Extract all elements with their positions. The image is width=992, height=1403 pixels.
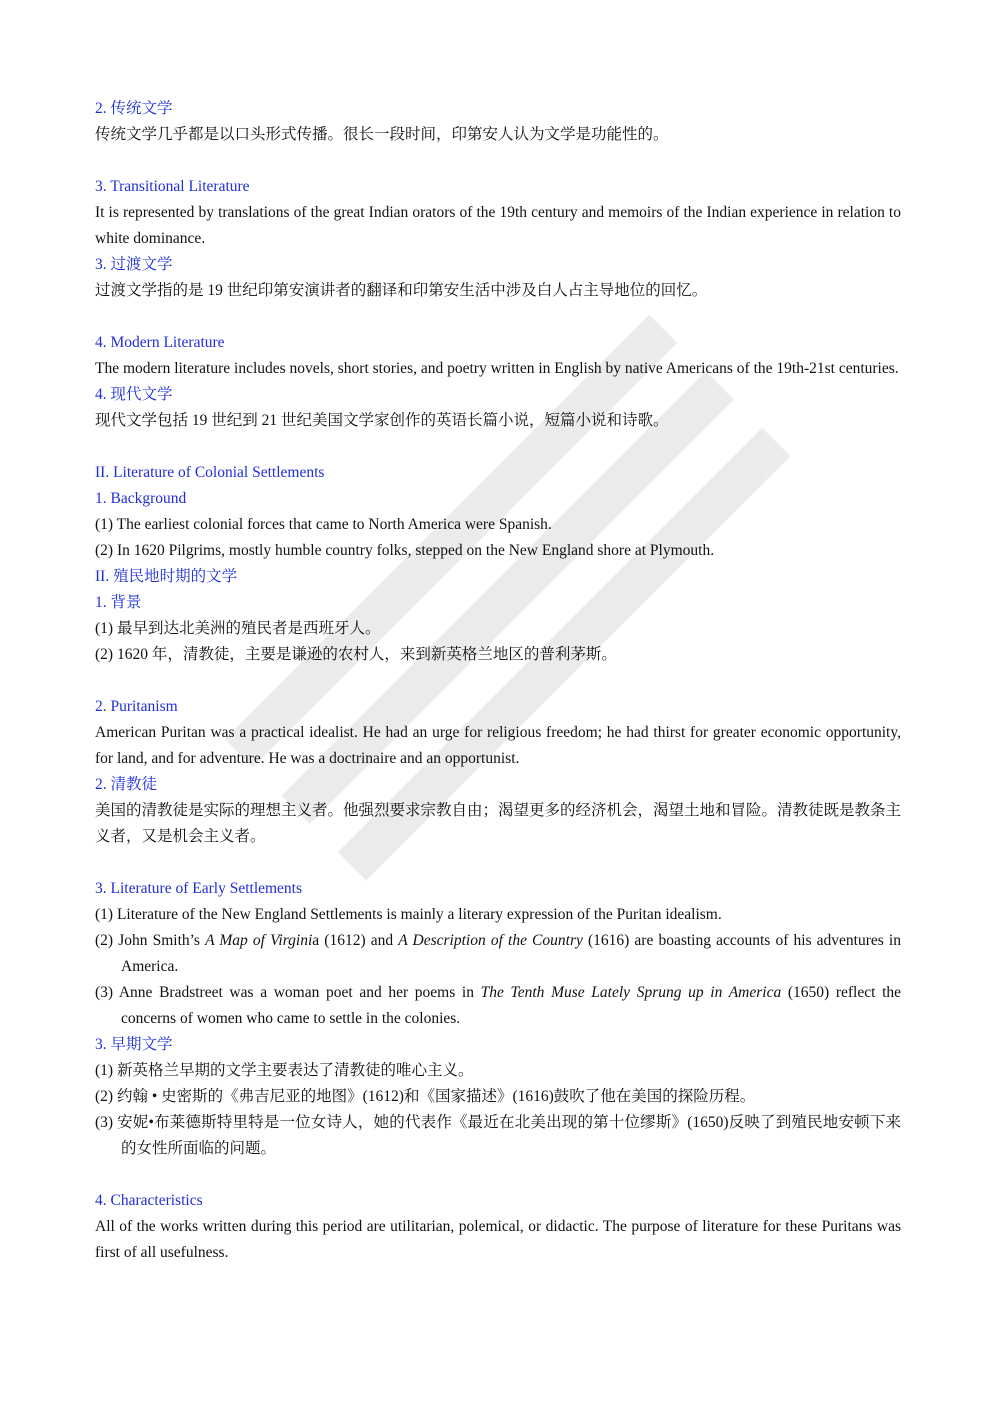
list-item: (1) 新英格兰早期的文学主要表达了清教徒的唯心主义。 — [95, 1062, 474, 1079]
list-item: (2) 约翰 • 史密斯的《弗吉尼亚的地图》(1612)和《国家描述》(1616)鼓吹了他在美国的探险历程。 — [95, 1088, 756, 1105]
item-text: a (1612) and — [312, 932, 399, 949]
list-item — [95, 980, 901, 1032]
subheading-background: 1. Background — [95, 490, 187, 507]
section-heading-puritanism-cn: 2. 清教徒 — [95, 776, 158, 793]
section-body-traditional: 传统文学几乎都是以口头形式传播。很长一段时间，印第安人认为文学是功能性的。 — [95, 126, 669, 143]
section-heading-early-settlements-cn: 3. 早期文学 — [95, 1036, 173, 1053]
section-body-transitional-cn: 过渡文学指的是 19 世纪印第安演讲者的翻译和印第安生活中涉及白人占主导地位的回忆。 — [95, 282, 708, 299]
book-title: A Description of the Country — [398, 932, 583, 949]
section-heading-early-settlements: 3. Literature of Early Settlements — [95, 880, 303, 897]
list-item: (1) 最早到达北美洲的殖民者是西班牙人。 — [95, 620, 381, 637]
book-title: A Map of Virgini — [205, 932, 313, 949]
item-text: (1650) reflect the concerns of women who came to settle in the colonies. — [121, 984, 902, 1027]
chapter-heading-colonial-cn: II. 殖民地时期的文学 — [95, 568, 238, 585]
section-heading-modern: 4. Modern Literature — [95, 334, 225, 351]
list-item: (2) In 1620 Pilgrims, mostly humble country folks, stepped on the New England shore at Plymouth. — [95, 542, 715, 559]
list-item: (3) 安妮•布莱德斯特里特是一位女诗人，她的代表作《最近在北美出现的第十位缪斯》(1650)反映了到殖民地安顿下来的女性所面临的问题。 — [95, 1114, 901, 1157]
chapter-heading-colonial: II. Literature of Colonial Settlements — [95, 464, 325, 481]
list-item — [95, 928, 901, 980]
list-item: (1) Literature of the New England Settlements is mainly a literary expression of the Puritan idealism. — [95, 906, 722, 923]
section-body-modern-cn: 现代文学包括 19 世纪到 21 世纪美国文学家创作的英语长篇小说，短篇小说和诗歌。 — [95, 412, 669, 429]
section-body-puritanism-cn: 美国的清教徒是实际的理想主义者。他强烈要求宗教自由；渴望更多的经济机会，渴望土地和冒险。清教徒既是教条主义者，又是机会主义者。 — [95, 802, 902, 845]
document-page — [95, 96, 901, 1266]
book-title: The Tenth Muse Lately Sprung up in America — [480, 984, 782, 1001]
section-heading-traditional: 2. 传统文学 — [95, 100, 173, 117]
section-body-characteristics: All of the works written during this period are utilitarian, polemical, or didactic. The purpose of literature for these Puritans was first of all usefulness. — [95, 1218, 901, 1261]
section-heading-transitional-cn: 3. 过渡文学 — [95, 256, 173, 273]
list-item: (1) The earliest colonial forces that came to North America were Spanish. — [95, 516, 552, 533]
item-text: (2) John Smith’s — [95, 932, 206, 949]
section-body-transitional: It is represented by translations of the great Indian orators of the 19th century and memoirs of the Indian experience in relation to white dominance. — [95, 204, 901, 247]
section-body-modern: The modern literature includes novels, short stories, and poetry written in English by native Americans of the 19th-21st centuries. — [95, 360, 899, 377]
item-text: (3) Anne Bradstreet was a woman poet and her poems in — [95, 984, 481, 1001]
list-item: (2) 1620 年，清教徒，主要是谦逊的农村人，来到新英格兰地区的普利茅斯。 — [95, 646, 617, 663]
section-heading-modern-cn: 4. 现代文学 — [95, 386, 173, 403]
item-text: (1616) are boasting accounts of his adventures in America. — [121, 932, 901, 975]
section-heading-characteristics: 4. Characteristics — [95, 1192, 203, 1209]
section-body-puritanism: American Puritan was a practical idealist. He had an urge for religious freedom; he had thirst for greater economic opportunity, for land, and for adventure. He was a doctrinaire and an opportunist. — [95, 724, 901, 767]
section-heading-transitional: 3. Transitional Literature — [95, 178, 250, 195]
subheading-background-cn: 1. 背景 — [95, 594, 142, 611]
section-heading-puritanism: 2. Puritanism — [95, 698, 178, 715]
